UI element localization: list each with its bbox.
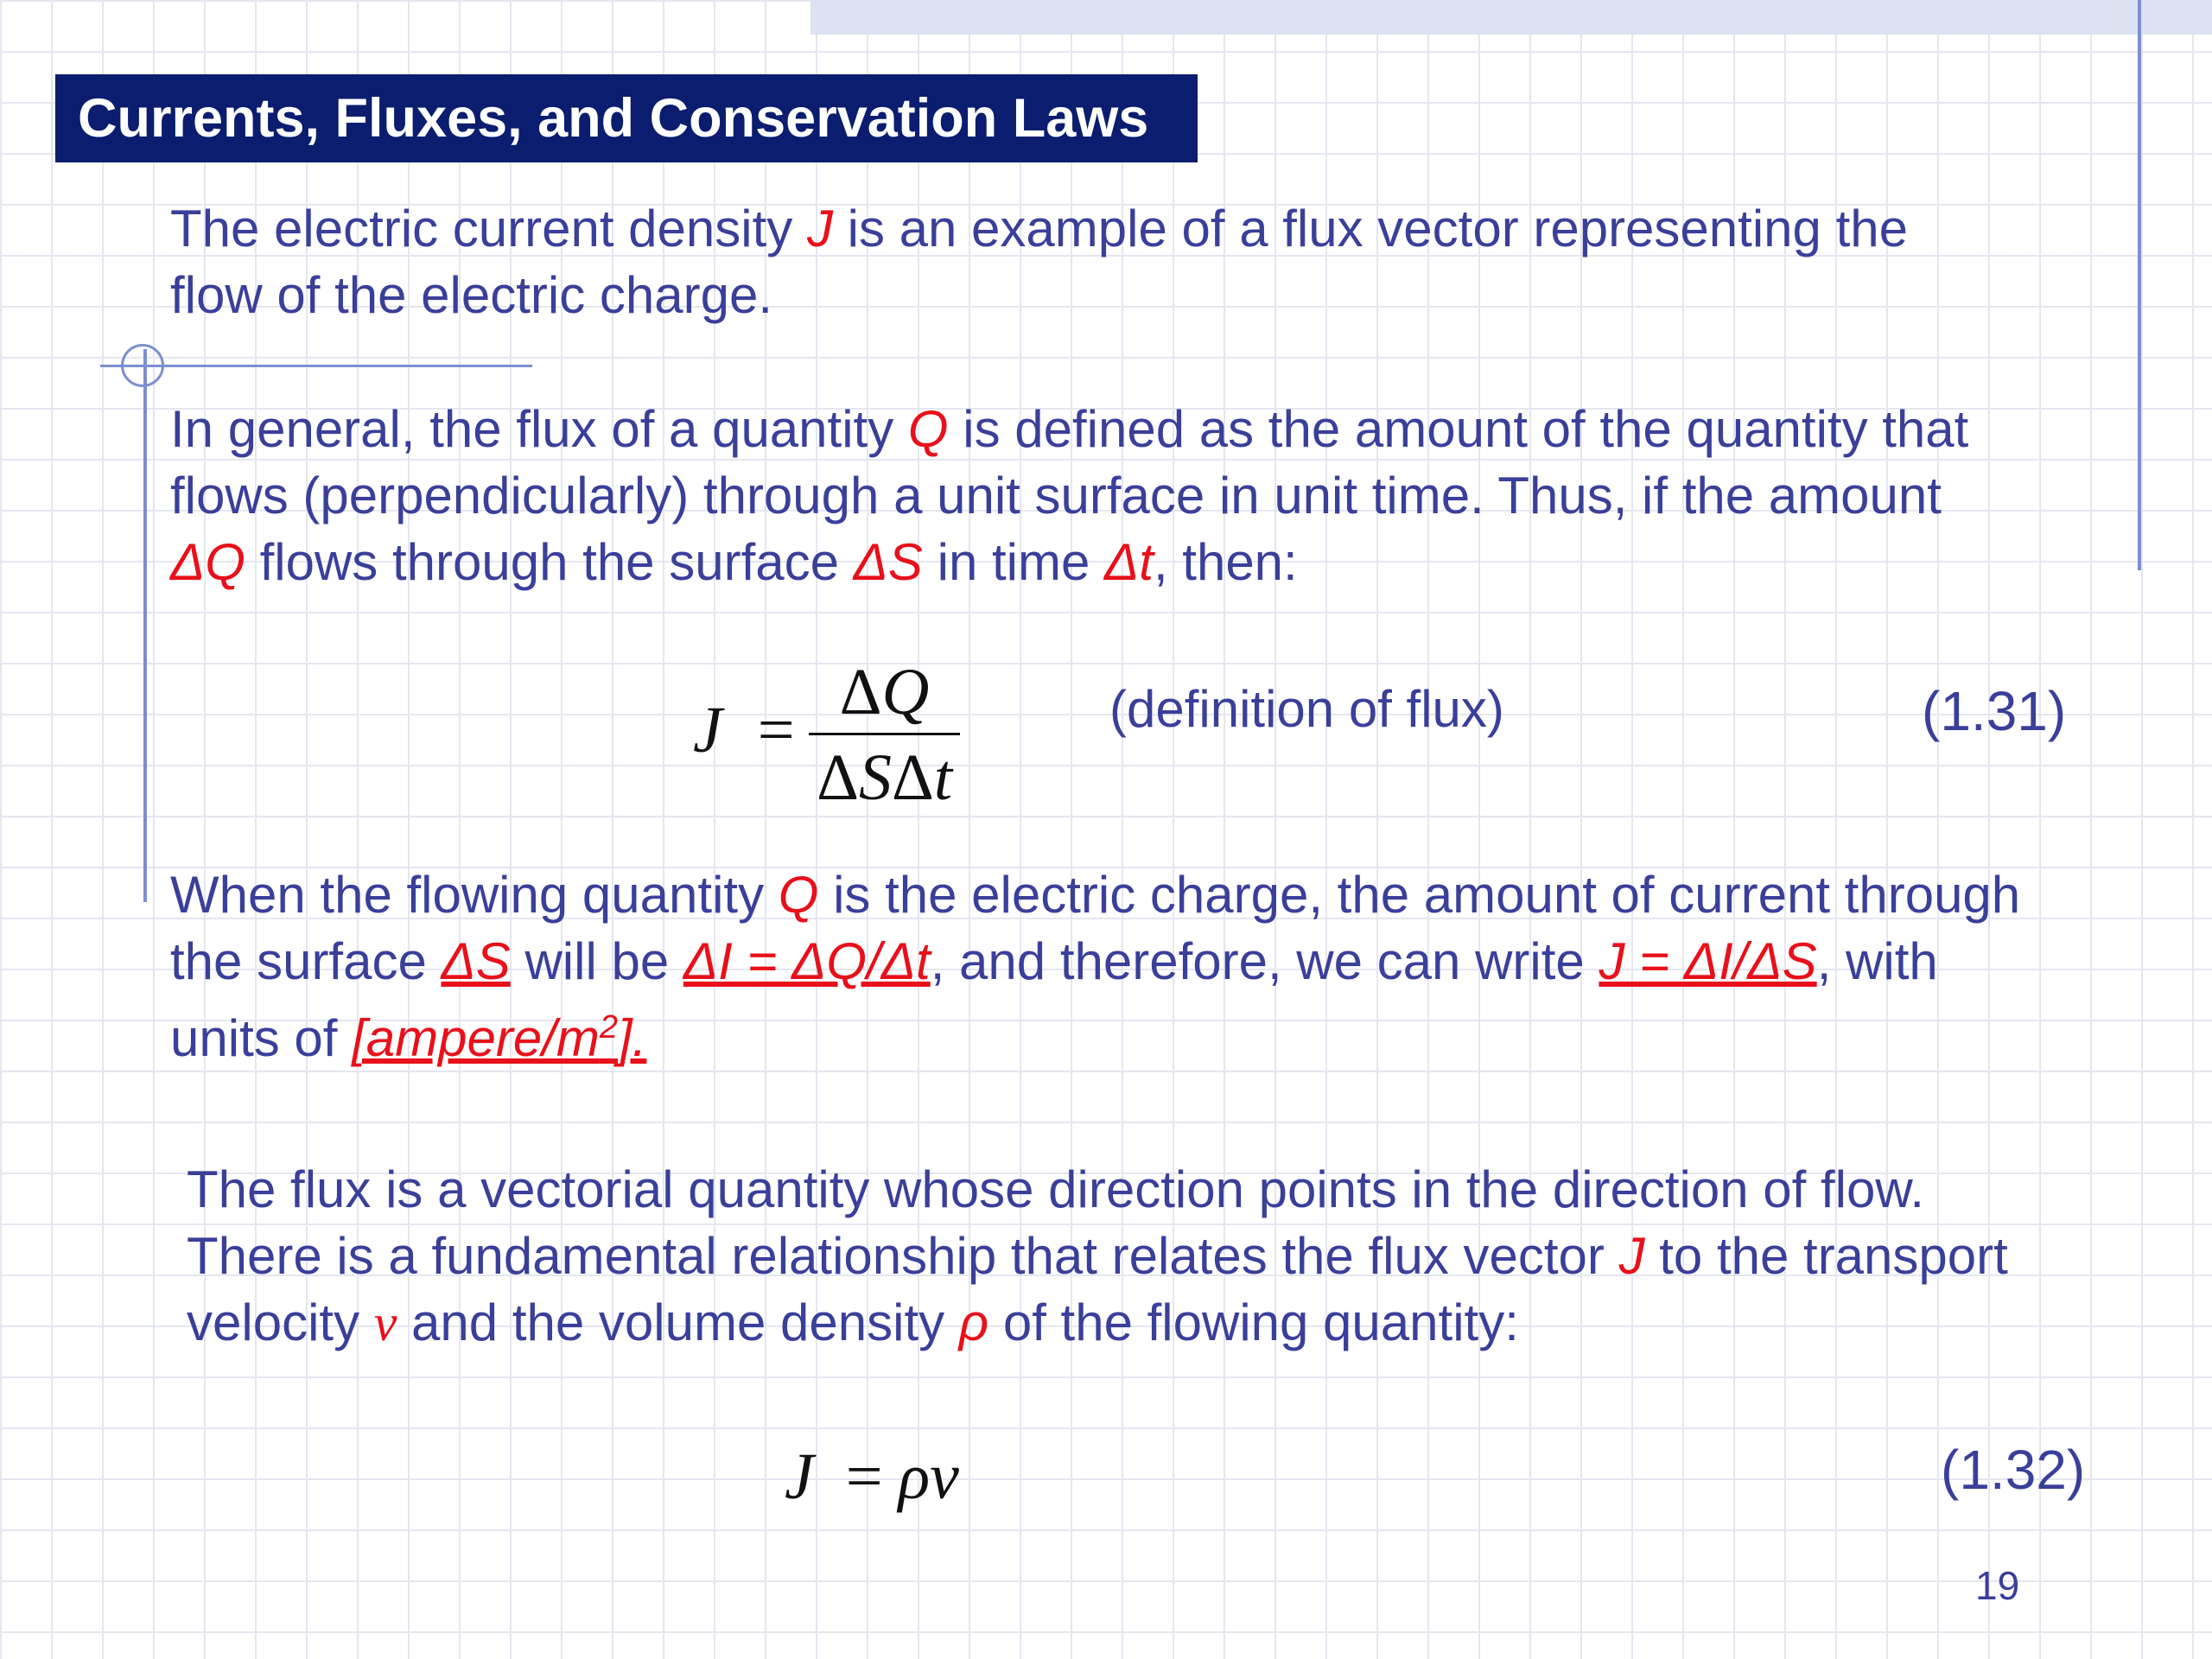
left-vertical-rule [143, 349, 147, 902]
p3-formula-dI: ΔI = ΔQ/Δt [683, 932, 931, 990]
eq2-symbol-rho: ρ [898, 1440, 931, 1513]
eq1-number: (1.31) [1922, 680, 2067, 742]
slide-title: Currents, Fluxes, and Conservation Laws [55, 74, 1198, 162]
p1-text-b: is an example of a flux vector representing the [832, 200, 1908, 257]
eq1-den-delta1: Δ [817, 741, 859, 814]
p4-text-e: and the volume density [397, 1294, 959, 1351]
p4-symbol-v: v [373, 1294, 397, 1351]
p3-units-sup: 2 [599, 1009, 619, 1046]
eq1-numerator [809, 657, 960, 728]
corner-decoration [810, 0, 2212, 35]
p2-symbol-Q: Q [907, 400, 949, 458]
p3-text-c: the surface [170, 932, 442, 990]
p3-symbol-Q: Q [778, 866, 819, 924]
eq1-equals: = [757, 694, 795, 766]
p4-symbol-rho: ρ [958, 1294, 989, 1351]
eq2-equals: = [845, 1440, 883, 1513]
p2-text-e: in time [922, 533, 1104, 591]
p3-symbol-dS: ΔS [441, 932, 511, 990]
p2-text-a: In general, the flux of a quantity [170, 400, 908, 458]
eq2-number: (1.32) [1941, 1439, 2086, 1501]
p3-text-d: will be [510, 932, 683, 990]
eq1-fraction [809, 657, 960, 813]
crosshair-decoration [121, 344, 164, 387]
p2-text-d: flows through the surface [245, 533, 854, 591]
horizontal-rule [100, 365, 532, 367]
eq1-den-delta2: Δ [891, 741, 934, 814]
p4-text-a: The flux is a vectorial quantity whose direction points in the direction of flow. [187, 1160, 1925, 1218]
page-number: 19 [1975, 1563, 2020, 1608]
paragraph-flux-definition [170, 396, 1968, 595]
p4-text-d: velocity [187, 1294, 374, 1351]
p4-text-f: of the flowing quantity: [988, 1294, 1519, 1351]
p4-text-b: There is a fundamental relationship that relates the flux vector [187, 1227, 1619, 1285]
eq2-symbol-J: J [785, 1440, 814, 1513]
p1-symbol-J: J [806, 200, 833, 257]
p3-formula-J: J = ΔI/ΔS [1599, 932, 1817, 990]
p2-symbol-dS: ΔS [853, 533, 923, 591]
right-vertical-rule [2138, 0, 2141, 570]
p3-text-a: When the flowing quantity [170, 866, 779, 924]
p2-symbol-dQ: ΔQ [170, 533, 245, 591]
p2-symbol-dt: Δt [1104, 533, 1154, 591]
eq1-symbol-J: J [693, 694, 722, 766]
p4-text-c: to the transport [1644, 1227, 2008, 1285]
eq2-symbol-v: v [930, 1440, 959, 1513]
eq1-fraction-bar [809, 733, 960, 735]
p4-symbol-J: J [1618, 1227, 1645, 1285]
p3-text-g: units of [170, 1009, 353, 1067]
eq1-denominator [809, 742, 960, 813]
p2-text-f: , then: [1153, 533, 1298, 591]
eq1-num-var: Q [881, 656, 930, 728]
eq1-den-var1: S [858, 741, 892, 814]
p3-text-e: , and therefore, we can write [930, 932, 1599, 990]
p3-text-f: , with [1816, 932, 1938, 990]
eq1-num-delta: Δ [839, 656, 882, 728]
p3-units [352, 1009, 646, 1067]
paragraph-vector-flux [187, 1156, 2008, 1357]
p3-text-b: is the electric charge, the amount of current through [818, 866, 2021, 924]
p2-text-c: flows (perpendicularly) through a unit surface in unit time. Thus, if the amount [170, 467, 1942, 524]
eq2-expression [785, 1440, 959, 1515]
paragraph-current-density [170, 195, 1908, 328]
p2-text-b: is defined as the amount of the quantity that [948, 400, 1969, 458]
paragraph-charge-current [170, 861, 2020, 1071]
eq1-lhs [693, 693, 795, 768]
p3-units-a: [ampere/m [352, 1009, 600, 1067]
eq1-note: (definition of flux) [1109, 680, 1504, 738]
p1-text-c: flow of the electric charge. [170, 266, 773, 324]
eq1-den-var2: t [933, 741, 952, 814]
p3-units-end: ]. [618, 1009, 647, 1067]
p1-text-a: The electric current density [170, 200, 807, 257]
